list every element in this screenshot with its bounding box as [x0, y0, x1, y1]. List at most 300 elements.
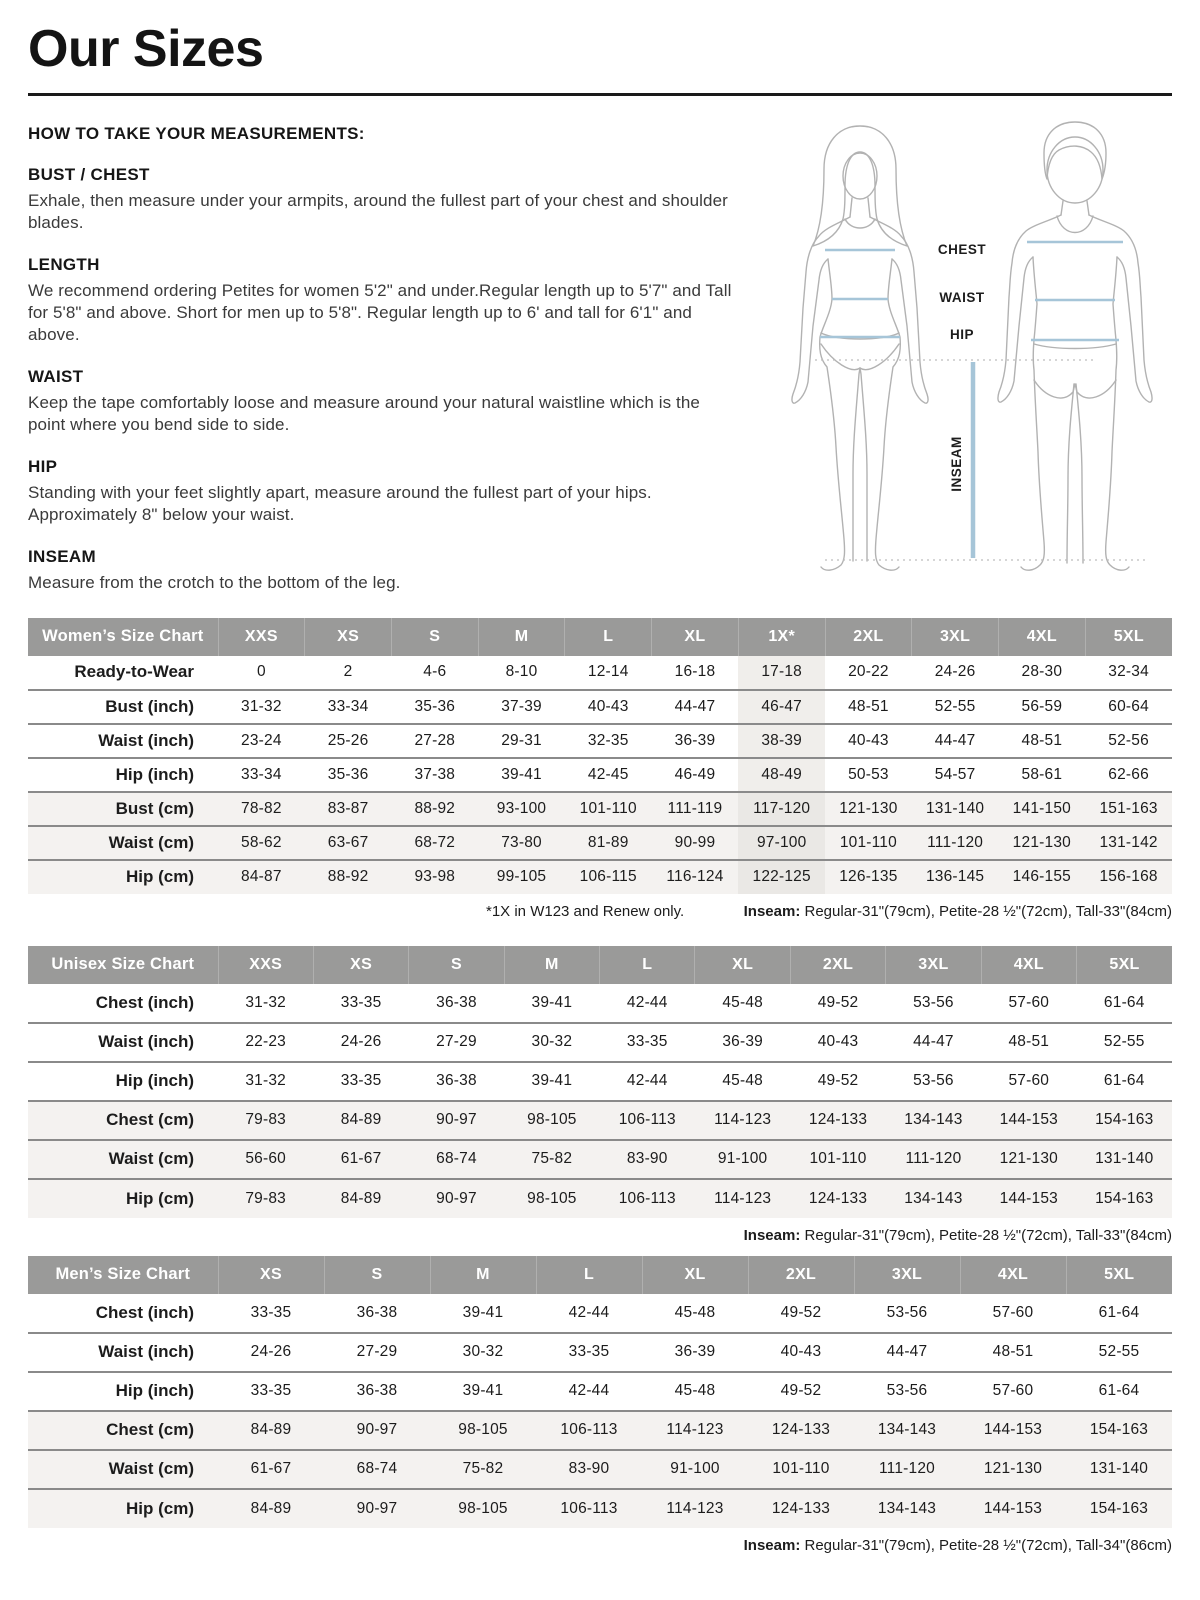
size-cell: 114-123 — [642, 1411, 748, 1450]
size-cell: 48-51 — [1008, 1033, 1050, 1051]
size-cell: 114-123 — [642, 1489, 748, 1528]
column-header: 4XL — [981, 946, 1076, 984]
size-cell: 154-163 — [1077, 1179, 1172, 1218]
size-cell: 134-143 — [886, 1179, 981, 1218]
size-cell: 124-133 — [748, 1489, 854, 1528]
woman-face — [843, 153, 877, 199]
size-cell: 154-163 — [1066, 1411, 1172, 1450]
size-cell: 61-64 — [1098, 1303, 1140, 1321]
footnote-inseam — [744, 1227, 1172, 1244]
size-cell: 53-56 — [913, 993, 954, 1011]
size-cell: 22-23 — [245, 1033, 287, 1051]
size-cell: 48-51 — [1021, 731, 1063, 749]
man-figure — [998, 122, 1152, 570]
column-header: 1X* — [738, 618, 825, 656]
hip-label: HIP — [949, 327, 975, 342]
size-cell: 27-29 — [436, 1033, 477, 1051]
size-cell: 53-56 — [886, 1382, 928, 1400]
size-cell: 144-153 — [981, 1179, 1076, 1218]
womens-footnote — [28, 903, 1172, 920]
table-row — [28, 1062, 1172, 1101]
size-cell: 116-124 — [652, 860, 739, 894]
size-cell: 50-53 — [848, 765, 889, 783]
column-header: 5XL — [1077, 946, 1172, 984]
footnote-1x-note: *1X in W123 and Renew only. — [486, 902, 685, 920]
size-cell: 106-113 — [536, 1411, 642, 1450]
column-header: XL — [695, 946, 790, 984]
size-cell: 39-41 — [501, 765, 542, 783]
size-cell: 36-38 — [356, 1382, 398, 1400]
size-cell: 84-89 — [313, 1179, 408, 1218]
size-cell: 35-36 — [414, 697, 456, 715]
size-cell: 106-113 — [600, 1179, 695, 1218]
size-cell: 98-105 — [430, 1411, 536, 1450]
column-header: XS — [313, 946, 408, 984]
row-label: Ready-to-Wear — [74, 662, 194, 682]
size-cell: 154-163 — [1066, 1489, 1172, 1528]
size-cell: 124-133 — [790, 1179, 885, 1218]
table-row — [28, 826, 1172, 860]
size-cell: 61-67 — [313, 1140, 408, 1179]
size-cell: 42-44 — [568, 1303, 610, 1321]
womens-size-chart — [28, 618, 1172, 920]
mens-size-table — [28, 1256, 1172, 1528]
size-cell: 33-35 — [250, 1382, 292, 1400]
title-divider — [28, 93, 1172, 96]
size-cell: 57-60 — [992, 1303, 1034, 1321]
size-cell: 4-6 — [423, 663, 447, 681]
size-cell: 83-87 — [305, 792, 392, 826]
unisex-footnote — [28, 1227, 1172, 1244]
size-cell: 121-130 — [981, 1140, 1076, 1179]
size-cell: 53-56 — [913, 1072, 954, 1090]
man-shorts — [1034, 380, 1116, 398]
footnote-inseam — [744, 903, 1172, 920]
size-cell: 83-90 — [536, 1450, 642, 1489]
size-cell: 57-60 — [992, 1382, 1034, 1400]
row-label: Bust (cm) — [28, 792, 218, 826]
waist-label: WAIST — [939, 290, 985, 305]
page-title: Our Sizes — [28, 20, 264, 78]
size-cell: 62-66 — [1108, 765, 1149, 783]
column-header: XXS — [218, 618, 305, 656]
size-cell: 36-39 — [722, 1033, 763, 1051]
size-cell: 79-83 — [218, 1179, 313, 1218]
size-cell: 134-143 — [854, 1411, 960, 1450]
section-body: Measure from the crotch to the bottom of the leg. — [28, 572, 401, 592]
size-cell: 98-105 — [430, 1489, 536, 1528]
inseam-label: Inseam: — [743, 902, 801, 920]
table-title: Men’s Size Chart — [28, 1256, 218, 1294]
table-row — [28, 1372, 1172, 1411]
row-label: Waist (inch) — [98, 1342, 194, 1362]
size-cell: 36-38 — [356, 1303, 398, 1321]
size-cell: 134-143 — [886, 1101, 981, 1140]
row-label: Chest (inch) — [95, 992, 194, 1012]
size-cell: 122-125 — [738, 860, 825, 894]
size-cell: 39-41 — [462, 1382, 504, 1400]
row-label: Hip (cm) — [28, 1489, 218, 1528]
table-row — [28, 656, 1172, 690]
size-cell: 37-39 — [501, 697, 542, 715]
size-cell: 131-140 — [1077, 1140, 1172, 1179]
size-cell: 88-92 — [305, 860, 392, 894]
table-row — [28, 724, 1172, 758]
table-title: Women’s Size Chart — [28, 618, 218, 656]
inseam-values: Regular-31"(79cm), Petite-28 ½"(72cm), Tall-33"(84cm) — [800, 902, 1172, 920]
size-cell: 111-119 — [652, 792, 739, 826]
size-cell: 27-29 — [356, 1343, 398, 1361]
size-cell: 156-168 — [1085, 860, 1172, 894]
row-label: Hip (cm) — [28, 1179, 218, 1218]
size-cell: 33-34 — [327, 697, 369, 715]
size-cell: 134-143 — [854, 1489, 960, 1528]
size-cell: 124-133 — [790, 1101, 885, 1140]
size-cell: 42-44 — [626, 993, 668, 1011]
size-cell: 52-55 — [1103, 1033, 1145, 1051]
man-tank-hem — [1034, 344, 1116, 349]
size-cell: 40-43 — [587, 697, 629, 715]
inseam-label: Inseam: — [743, 1536, 801, 1554]
size-cell: 39-41 — [462, 1303, 504, 1321]
size-cell: 28-30 — [1021, 663, 1063, 681]
size-cell: 29-31 — [501, 731, 542, 749]
size-cell: 49-52 — [780, 1303, 822, 1321]
table-title: Unisex Size Chart — [28, 946, 218, 984]
size-cell: 45-48 — [674, 1303, 716, 1321]
mens-size-chart — [28, 1256, 1172, 1554]
size-cell: 90-99 — [652, 826, 739, 860]
size-cell: 38-39 — [738, 724, 825, 758]
size-cell: 24-26 — [934, 663, 976, 681]
size-cell: 91-100 — [642, 1450, 748, 1489]
size-cell: 101-110 — [748, 1450, 854, 1489]
woman-figure — [792, 126, 928, 570]
section-body: Standing with your feet slightly apart, measure around the fullest part of your hips. Approximately 8" below your waist. — [28, 482, 652, 524]
section-heading: HIP — [28, 456, 58, 476]
column-header: 2XL — [748, 1256, 854, 1294]
size-cell: 20-22 — [848, 663, 889, 681]
size-cell: 114-123 — [695, 1179, 790, 1218]
size-cell: 17-18 — [738, 656, 825, 690]
size-cell: 131-140 — [912, 792, 999, 826]
table-row — [28, 1450, 1172, 1489]
table-row — [28, 984, 1172, 1023]
size-cell: 83-90 — [600, 1140, 695, 1179]
size-cell: 124-133 — [748, 1411, 854, 1450]
column-header: L — [536, 1256, 642, 1294]
size-cell: 136-145 — [912, 860, 999, 894]
size-cell: 90-97 — [324, 1489, 430, 1528]
row-label: Waist (cm) — [28, 1450, 218, 1489]
column-header: 5XL — [1066, 1256, 1172, 1294]
size-cell: 48-51 — [848, 697, 889, 715]
size-cell: 31-32 — [245, 1072, 287, 1090]
inseam-values: Regular-31"(79cm), Petite-28 ½"(72cm), Tall-33"(84cm) — [800, 1226, 1172, 1244]
row-label: Hip (inch) — [115, 1381, 194, 1401]
size-cell: 33-34 — [241, 765, 282, 783]
size-cell: 36-39 — [674, 731, 716, 749]
size-cell: 84-87 — [218, 860, 305, 894]
size-cell: 84-89 — [218, 1489, 324, 1528]
size-cell: 61-64 — [1103, 993, 1145, 1011]
dashed-reference-lines — [815, 360, 1147, 560]
size-cell: 49-52 — [817, 1072, 859, 1090]
size-cell: 36-38 — [436, 993, 477, 1011]
size-cell: 8-10 — [505, 663, 538, 681]
size-cell: 44-47 — [886, 1343, 928, 1361]
size-cell: 90-97 — [409, 1101, 504, 1140]
size-cell: 84-89 — [218, 1411, 324, 1450]
column-header: L — [600, 946, 695, 984]
size-cell: 90-97 — [324, 1411, 430, 1450]
size-cell: 91-100 — [695, 1140, 790, 1179]
size-cell: 24-26 — [250, 1343, 292, 1361]
size-cell: 99-105 — [478, 860, 565, 894]
table-row — [28, 1140, 1172, 1179]
size-cell: 32-35 — [587, 731, 629, 749]
size-cell: 32-34 — [1108, 663, 1149, 681]
size-cell: 141-150 — [998, 792, 1085, 826]
size-cell: 40-43 — [848, 731, 889, 749]
section-heading: LENGTH — [28, 254, 100, 274]
column-header: 3XL — [854, 1256, 960, 1294]
size-cell: 81-89 — [565, 826, 652, 860]
mens-footnote — [28, 1537, 1172, 1554]
column-header: 4XL — [960, 1256, 1066, 1294]
size-cell: 57-60 — [1008, 1072, 1050, 1090]
woman-bikini — [821, 344, 899, 370]
column-header: XL — [652, 618, 739, 656]
size-cell: 49-52 — [817, 993, 859, 1011]
size-cell: 131-142 — [1085, 826, 1172, 860]
size-cell: 45-48 — [674, 1382, 716, 1400]
header-row — [28, 946, 1172, 984]
size-cell: 63-67 — [305, 826, 392, 860]
row-label: Chest (cm) — [28, 1101, 218, 1140]
unisex-size-chart — [28, 946, 1172, 1244]
size-cell: 101-110 — [565, 792, 652, 826]
size-cell: 24-26 — [340, 1033, 382, 1051]
footnote-inseam — [744, 1537, 1172, 1554]
column-header: S — [409, 946, 504, 984]
size-cell: 30-32 — [462, 1343, 504, 1361]
column-header: M — [504, 946, 599, 984]
size-cell: 61-64 — [1103, 1072, 1145, 1090]
size-cell: 75-82 — [430, 1450, 536, 1489]
section-body: Exhale, then measure under your armpits, around the fullest part of your chest and shoulder blades. — [28, 190, 728, 232]
column-header: L — [565, 618, 652, 656]
size-cell: 144-153 — [960, 1489, 1066, 1528]
size-cell: 154-163 — [1077, 1101, 1172, 1140]
size-cell: 121-130 — [960, 1450, 1066, 1489]
size-cell: 53-56 — [886, 1303, 928, 1321]
inseam-label: INSEAM — [949, 436, 964, 492]
size-cell: 33-35 — [340, 1072, 382, 1090]
howto-heading: HOW TO TAKE YOUR MEASUREMENTS: — [28, 123, 365, 143]
size-cell: 33-35 — [340, 993, 382, 1011]
size-cell: 44-47 — [934, 731, 976, 749]
size-cell: 75-82 — [504, 1140, 599, 1179]
size-cell: 46-49 — [674, 765, 716, 783]
size-cell: 56-60 — [218, 1140, 313, 1179]
table-row — [28, 758, 1172, 792]
size-cell: 117-120 — [738, 792, 825, 826]
size-cell: 44-47 — [674, 697, 716, 715]
table-row — [28, 792, 1172, 826]
size-cell: 27-28 — [414, 731, 456, 749]
size-cell: 68-72 — [391, 826, 478, 860]
inseam-label: Inseam: — [743, 1226, 801, 1244]
size-cell: 84-89 — [313, 1101, 408, 1140]
column-header: XL — [642, 1256, 748, 1294]
size-charts — [28, 618, 1172, 1554]
size-cell: 88-92 — [391, 792, 478, 826]
size-cell: 31-32 — [241, 697, 282, 715]
size-cell: 111-120 — [912, 826, 999, 860]
size-cell: 52-55 — [1098, 1343, 1140, 1361]
row-label: Waist (inch) — [98, 1032, 194, 1052]
column-header: M — [430, 1256, 536, 1294]
size-cell: 45-48 — [722, 993, 763, 1011]
section-heading: INSEAM — [28, 546, 96, 566]
column-header: 3XL — [912, 618, 999, 656]
table-row — [28, 1101, 1172, 1140]
size-cell: 57-60 — [1008, 993, 1050, 1011]
inseam-values: Regular-31"(79cm), Petite-28 ½"(72cm), Tall-34"(86cm) — [800, 1536, 1172, 1554]
size-cell: 101-110 — [790, 1140, 885, 1179]
table-row — [28, 690, 1172, 724]
womens-size-table — [28, 618, 1172, 894]
row-label: Waist (cm) — [28, 1140, 218, 1179]
column-header: XS — [218, 1256, 324, 1294]
size-cell: 36-38 — [436, 1072, 477, 1090]
size-cell: 48-49 — [738, 758, 825, 792]
size-cell: 52-55 — [934, 697, 976, 715]
size-cell: 33-35 — [626, 1033, 668, 1051]
table-row — [28, 1411, 1172, 1450]
size-cell: 54-57 — [934, 765, 976, 783]
size-cell: 33-35 — [568, 1343, 610, 1361]
size-cell: 114-123 — [695, 1101, 790, 1140]
unisex-size-table — [28, 946, 1172, 1218]
row-label: Bust (inch) — [105, 696, 194, 716]
row-label: Hip (inch) — [115, 1071, 194, 1091]
size-cell: 93-100 — [478, 792, 565, 826]
size-cell: 93-98 — [391, 860, 478, 894]
column-header: M — [478, 618, 565, 656]
size-cell: 56-59 — [1021, 697, 1063, 715]
size-cell: 98-105 — [504, 1179, 599, 1218]
size-cell: 52-56 — [1108, 731, 1149, 749]
size-cell: 58-62 — [218, 826, 305, 860]
table-row — [28, 1489, 1172, 1528]
size-cell: 37-38 — [414, 765, 456, 783]
table-row — [28, 860, 1172, 894]
row-label: Chest (inch) — [95, 1302, 194, 1322]
size-cell: 61-67 — [218, 1450, 324, 1489]
section-heading: BUST / CHEST — [28, 164, 150, 184]
size-cell: 36-39 — [674, 1343, 716, 1361]
size-cell: 144-153 — [981, 1101, 1076, 1140]
size-cell: 144-153 — [960, 1411, 1066, 1450]
size-cell: 111-120 — [886, 1140, 981, 1179]
size-cell: 42-44 — [568, 1382, 610, 1400]
row-label: Hip (cm) — [28, 860, 218, 894]
column-header: 4XL — [998, 618, 1085, 656]
column-header: 2XL — [825, 618, 912, 656]
table-row — [28, 1333, 1172, 1372]
man-face — [1047, 137, 1103, 203]
body-measurement-diagram — [775, 112, 1165, 582]
size-cell: 98-105 — [504, 1101, 599, 1140]
size-cell: 39-41 — [531, 993, 573, 1011]
column-header: S — [391, 618, 478, 656]
row-label: Waist (inch) — [98, 730, 194, 750]
size-cell: 79-83 — [218, 1101, 313, 1140]
size-cell: 25-26 — [327, 731, 369, 749]
size-cell: 39-41 — [531, 1072, 573, 1090]
size-cell: 42-44 — [626, 1072, 668, 1090]
size-cell: 42-45 — [587, 765, 629, 783]
section-body: Keep the tape comfortably loose and measure around your natural waistline which is the point where you bend side to side. — [28, 392, 700, 434]
woman-top-neckline — [845, 219, 875, 228]
size-cell: 131-140 — [1066, 1450, 1172, 1489]
size-cell: 121-130 — [998, 826, 1085, 860]
size-cell: 2 — [343, 663, 353, 681]
man-tank-neckline — [1057, 216, 1093, 233]
size-cell: 31-32 — [245, 993, 287, 1011]
table-row — [28, 1023, 1172, 1062]
column-header: 2XL — [790, 946, 885, 984]
size-cell: 97-100 — [738, 826, 825, 860]
chest-label: CHEST — [937, 242, 987, 257]
column-header: 3XL — [886, 946, 981, 984]
table-row — [28, 1179, 1172, 1218]
size-cell: 121-130 — [825, 792, 912, 826]
size-cell: 45-48 — [722, 1072, 763, 1090]
size-cell: 30-32 — [531, 1033, 573, 1051]
size-cell: 146-155 — [998, 860, 1085, 894]
size-cell: 73-80 — [478, 826, 565, 860]
size-cell: 106-115 — [565, 860, 652, 894]
man-hair — [1044, 122, 1106, 179]
size-cell: 40-43 — [817, 1033, 859, 1051]
size-cell: 58-61 — [1021, 765, 1063, 783]
size-cell: 60-64 — [1108, 697, 1149, 715]
row-label: Waist (cm) — [28, 826, 218, 860]
column-header: S — [324, 1256, 430, 1294]
size-cell: 61-64 — [1098, 1382, 1140, 1400]
header-row — [28, 618, 1172, 656]
row-label: Chest (cm) — [28, 1411, 218, 1450]
column-header: XXS — [218, 946, 313, 984]
measurement-figures-illustration — [775, 112, 1165, 582]
size-cell: 48-51 — [992, 1343, 1034, 1361]
size-cell: 106-113 — [536, 1489, 642, 1528]
size-cell: 35-36 — [327, 765, 369, 783]
size-cell: 40-43 — [780, 1343, 822, 1361]
size-cell: 49-52 — [780, 1382, 822, 1400]
column-header: XS — [305, 618, 392, 656]
size-cell: 68-74 — [409, 1140, 504, 1179]
size-cell: 16-18 — [674, 663, 716, 681]
size-cell: 12-14 — [587, 663, 629, 681]
size-cell: 78-82 — [218, 792, 305, 826]
size-cell: 46-47 — [738, 690, 825, 724]
size-cell: 111-120 — [854, 1450, 960, 1489]
section-heading: WAIST — [28, 366, 84, 386]
